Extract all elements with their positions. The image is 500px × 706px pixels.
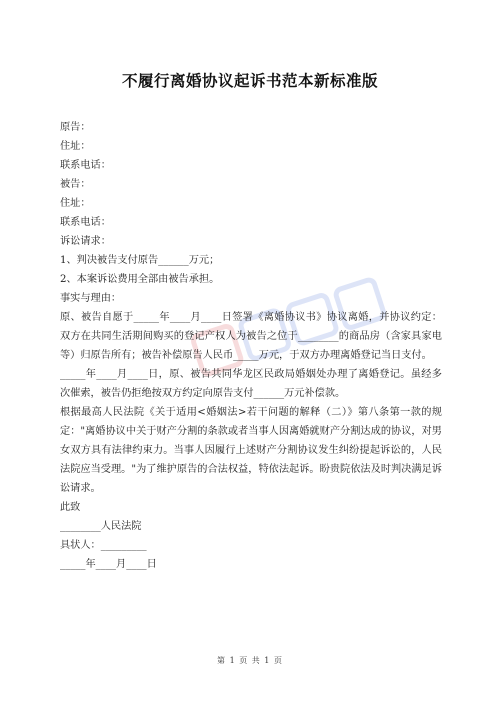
facts-heading: 事实与理由： <box>60 293 122 304</box>
defendant-phone-line: 联系电话： <box>60 217 111 228</box>
court-line: ________人民法院 <box>60 521 142 532</box>
plaintiff-phone-line: 联系电话： <box>60 160 111 171</box>
claim-item: 1、判决被告支付原告______万元； <box>60 255 220 266</box>
legal-basis-paragraph: 根据最高人民法院《关于适用<婚姻法>若干问题的解释（二）》第八条第一款的规定："离婚协议中关于财产分割的条款或者当事人因离婚就财产分割达成的协议，对男女双方具有法律约束力。当事人因履行上述财产分割协议发生纠纷提起诉讼的，人民法院应当受理。"为了维护原告的合法权益，特依法起诉。盼贵院依法及时判决满足诉讼请求。 <box>60 407 442 494</box>
page-footer: 第 1 页 共 1 页 <box>217 656 283 665</box>
signature-line: 具状人：_________ <box>60 540 147 551</box>
claims-heading: 诉讼请求： <box>60 236 111 247</box>
facts-paragraph: 原、被告自愿于_____年____月____日签署《离婚协议书》协议离婚，并协议约定：双方在共同生活期间购买的登记产权人为被告之位于________的商品房（含家具家电等）归原告所有；被告补偿原告人民币_____万元，于双方办理离婚登记当日支付。 <box>60 312 442 361</box>
defendant-line: 被告： <box>60 179 91 190</box>
plaintiff-address-line: 住址： <box>60 141 91 152</box>
defendant-address-line: 住址： <box>60 198 91 209</box>
document-body <box>60 118 442 574</box>
claim-item: 2、本案诉讼费用全部由被告承担。 <box>60 274 220 285</box>
plaintiff-line: 原告： <box>60 122 91 133</box>
date-line: _____年____月____日 <box>60 559 157 570</box>
closing-line: 此致 <box>60 502 81 513</box>
document-title: 不履行离婚协议起诉书范本新标准版 <box>121 72 378 90</box>
facts-paragraph: _____年____月____日，原、被告共同华龙区民政局婚姻处办理了离婚登记。虽经多次催索，被告仍拒绝按双方约定向原告支付______万元补偿款。 <box>60 369 442 399</box>
